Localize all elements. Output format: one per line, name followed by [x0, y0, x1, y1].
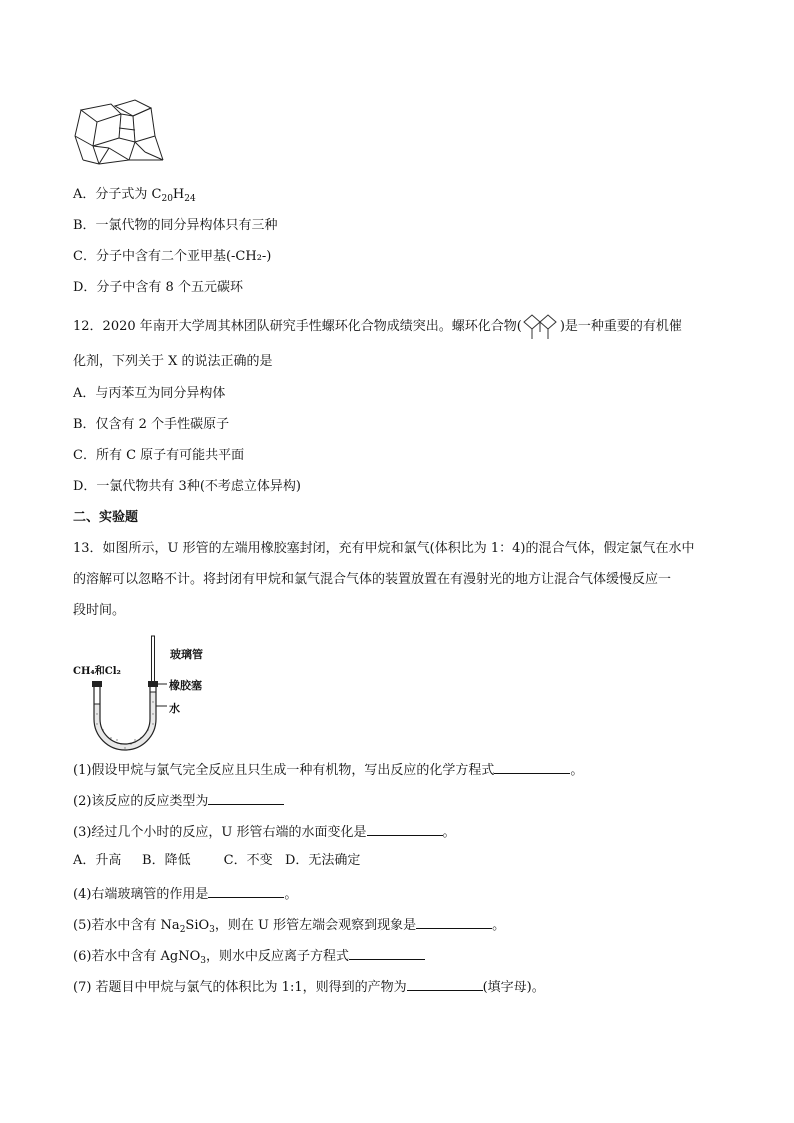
q12-option-a: A．与丙苯互为同分异构体	[73, 386, 226, 401]
label-water: 水	[169, 702, 180, 715]
q12-stem-line2: 化剂，下列关于 X 的说法正确的是	[73, 354, 273, 369]
q13-sub3: (3)经过几个小时的反应，U 形管右端的水面变化是 。	[73, 821, 456, 842]
section-title-experiment: 二、实验题	[73, 510, 139, 525]
q11-option-a: A．分子式为 $C_{20}H_{24}$	[73, 187, 196, 204]
q13-sub2: (2)该反应的反应类型为	[73, 790, 284, 811]
q13-stem-line2: 的溶解可以忽略不计。将封闭有甲烷和氯气混合气体的装置放置在有漫射光的地方让混合气体缓慢反应一	[73, 572, 672, 587]
answer-blank-2[interactable]	[208, 790, 284, 805]
q11-option-c: C．分子中含有二个亚甲基(-CH₂-)	[73, 249, 272, 264]
q11-option-b: B．一氯代物的同分异构体只有三种	[73, 218, 278, 233]
q13-sub4: (4)右端玻璃管的作用是 。	[73, 883, 297, 904]
answer-blank-5[interactable]	[416, 914, 492, 929]
label-glass-tube: 玻璃管	[170, 648, 203, 661]
q13-sub6: (6)若水中含有 AgNO$_3$，则水中反应离子方程式	[73, 945, 425, 966]
spiro-compound-figure	[522, 314, 560, 340]
q13-sub5: (5)若水中含有 $Na_2SiO_3$，则在 U 形管左端会观察到现象是 。	[73, 914, 505, 935]
polycyclic-structure-figure	[73, 98, 168, 170]
u-tube-apparatus-figure	[73, 634, 223, 754]
answer-blank-4[interactable]	[208, 883, 284, 898]
label-rubber-stopper: 橡胶塞	[169, 679, 202, 692]
answer-blank-7[interactable]	[407, 976, 483, 991]
label-gas-mixture: CH₄和Cl₂	[73, 666, 121, 677]
answer-blank-6[interactable]	[349, 945, 425, 960]
answer-blank-3[interactable]	[367, 821, 443, 836]
answer-blank-1[interactable]	[494, 759, 570, 774]
q13-stem-line3: 段时间。	[73, 603, 126, 618]
q12-option-d: D．一氯代物共有 3种(不考虑立体异构)	[73, 479, 301, 494]
q12-option-c: C．所有 C 原子有可能共平面	[73, 448, 245, 463]
q11-option-d: D．分子中含有 8 个五元碳环	[73, 280, 243, 295]
q13-sub1: (1)假设甲烷与氯气完全反应且只生成一种有机物，写出反应的化学方程式 。	[73, 759, 583, 780]
q13-sub3-options: A．升高 B．降低 C．不变 D．无法确定	[73, 853, 361, 868]
q12-stem: 12．2020 年南开大学周其林团队研究手性螺环化合物成绩突出。螺环化合物( )是一种重要的有机催	[73, 314, 682, 340]
q13-sub7: (7) 若题目中甲烷与氯气的体积比为 1:1，则得到的产物为 (填字母)。	[73, 976, 545, 997]
q12-option-b: B．仅含有 2 个手性碳原子	[73, 417, 230, 432]
q13-stem-line1: 13．如图所示，U 形管的左端用橡胶塞封闭，充有甲烷和氯气(体积比为 1：4)的混合气体，假定氯气在水中	[73, 541, 695, 556]
